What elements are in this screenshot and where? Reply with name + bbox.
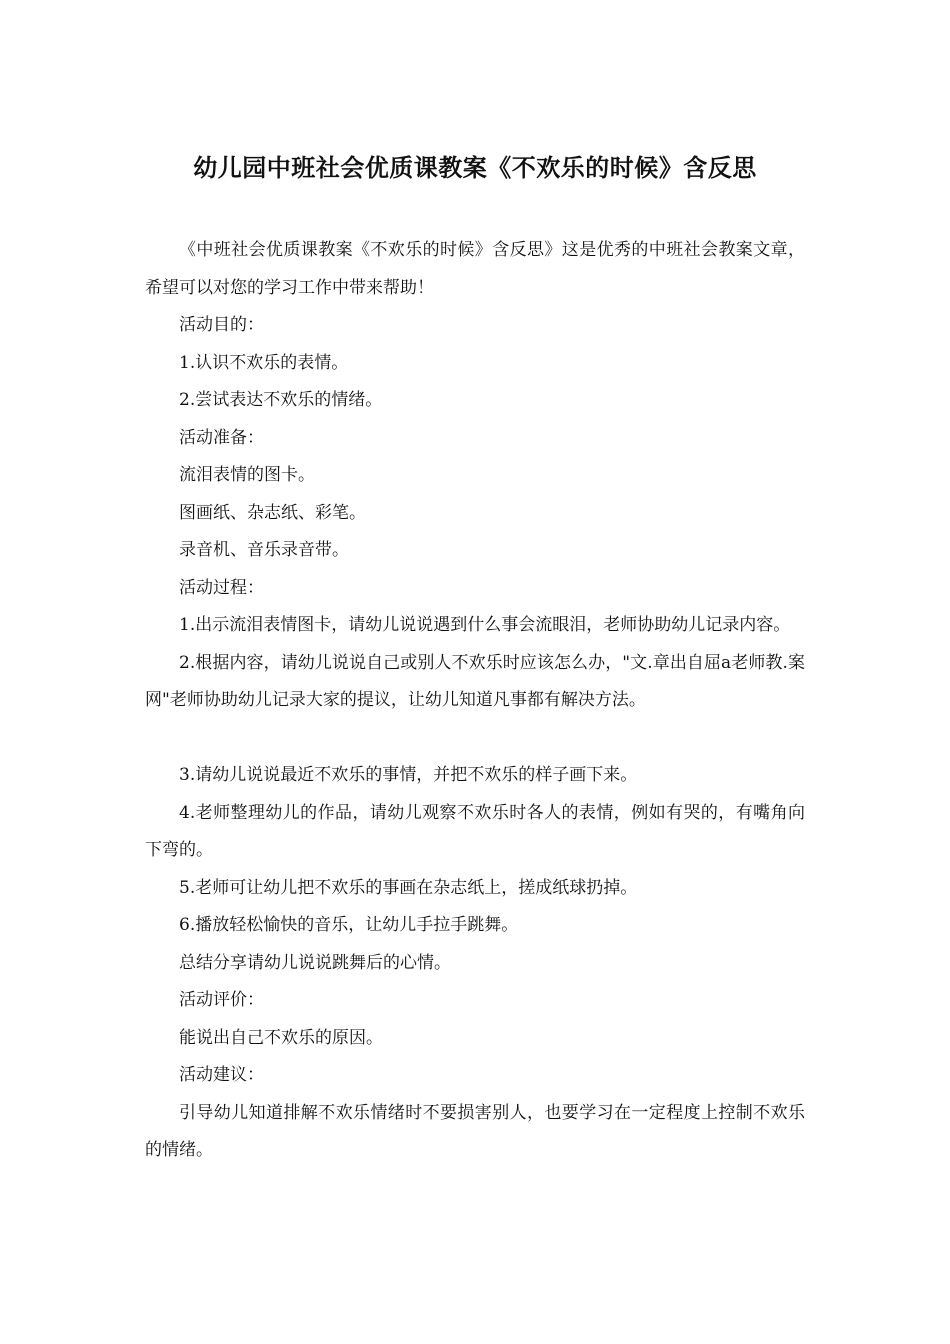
process-step-6: 6.播放轻松愉快的音乐，让幼儿手拉手跳舞。 [179, 915, 519, 935]
document-body [145, 232, 805, 1170]
preparation-item-1: 流泪表情的图卡。 [179, 465, 315, 485]
document-title: 幼儿园中班社会优质课教案《不欢乐的时候》含反思 [193, 154, 757, 182]
suggestion-item: 引导幼儿知道排解不欢乐情绪时不要损害别人，也要学习在一定程度上控制不欢乐的情绪。 [145, 1102, 805, 1160]
section-heading-suggestions: 活动建议： [179, 1065, 264, 1085]
section-heading-goals: 活动目的： [179, 315, 264, 335]
section-heading-process: 活动过程： [179, 577, 264, 598]
preparation-item-2: 图画纸、杂志纸、彩笔。 [179, 502, 366, 523]
goal-item-1: 1.认识不欢乐的表情。 [179, 352, 349, 373]
process-step-5: 5.老师可让幼儿把不欢乐的事画在杂志纸上，搓成纸球扔掉。 [179, 877, 638, 898]
intro-paragraph: 《中班社会优质课教案《不欢乐的时候》含反思》这是优秀的中班社会教案文章，希望可以对您的学习工作中带来帮助！ [145, 240, 805, 298]
process-step-1: 1.出示流泪表情图卡，请幼儿说说遇到什么事会流眼泪，老师协助幼儿记录内容。 [179, 615, 791, 635]
evaluation-item: 能说出自己不欢乐的原因。 [179, 1027, 383, 1048]
process-step-2: 2.根据内容，请幼儿说说自己或别人不欢乐时应该怎么办，"文.章出自屈a老师教.案网"老师协助幼儿记录大家的提议，让幼儿知道凡事都有解决方法。 [145, 652, 805, 710]
section-heading-evaluation: 活动评价： [179, 990, 264, 1010]
process-step-4: 4.老师整理幼儿的作品，请幼儿观察不欢乐时各人的表情，例如有哭的，有嘴角向下弯的。 [145, 802, 805, 860]
process-step-3: 3.请幼儿说说最近不欢乐的事情，并把不欢乐的样子画下来。 [179, 765, 638, 785]
goal-item-2: 2.尝试表达不欢乐的情绪。 [179, 390, 383, 410]
section-heading-preparation: 活动准备： [179, 427, 264, 448]
summary-paragraph: 总结分享请幼儿说说跳舞后的心情。 [179, 952, 451, 973]
preparation-item-3: 录音机、音乐录音带。 [179, 540, 349, 560]
